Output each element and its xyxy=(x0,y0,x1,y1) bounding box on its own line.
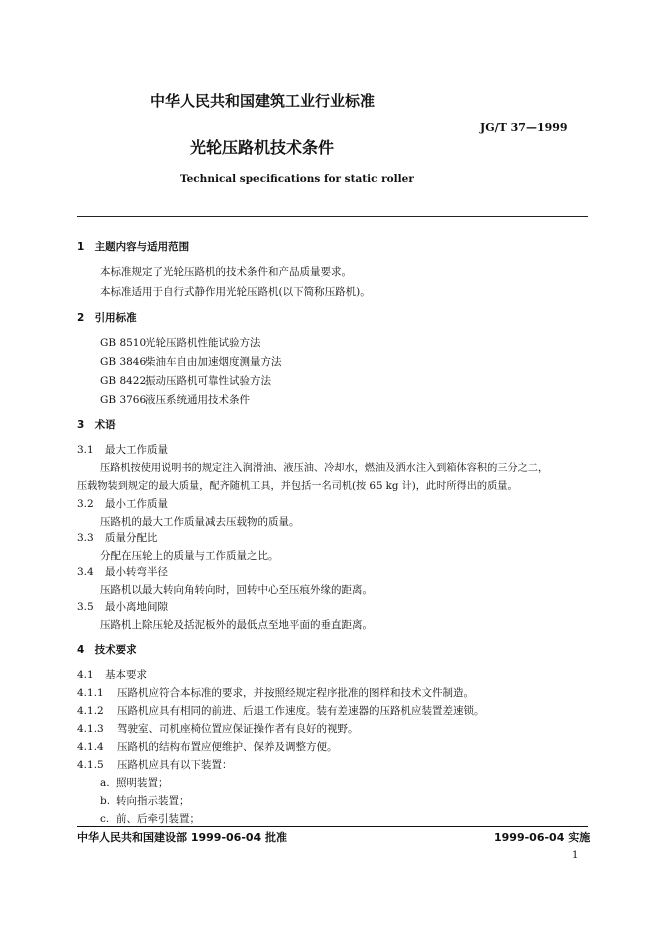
term-title: 最小工作质量 xyxy=(105,498,168,510)
term-heading xyxy=(77,533,158,544)
clause-text: 压路机应符合本标准的要求，并按照经规定程序批准的图样和技术文件制造。 xyxy=(117,687,474,699)
document-title: 光轮压路机技术条件 xyxy=(190,138,335,157)
clause-number: 4.1.4 xyxy=(77,741,104,753)
term-number: 3.3 xyxy=(77,532,94,544)
term-definition: 压路机以最大转向角转向时，回转中心至压痕外缘的距离。 xyxy=(100,584,373,596)
page-number: 1 xyxy=(572,850,579,861)
term-heading xyxy=(77,602,168,613)
reference-code: GB 3766 xyxy=(100,394,147,406)
paragraph: 本标准规定了光轮压路机的技术条件和产品质量要求。 xyxy=(100,266,352,278)
sublist-text: 前、后牵引装置； xyxy=(116,813,200,825)
section-1-heading xyxy=(77,242,189,253)
term-number: 3.1 xyxy=(77,444,94,456)
document-title-english: Technical specifications for static roller xyxy=(180,173,414,185)
section-number: 2 xyxy=(77,312,85,324)
section-4-heading xyxy=(77,645,137,656)
term-title: 最小转弯半径 xyxy=(105,566,168,578)
term-number: 3.5 xyxy=(77,601,94,613)
clause xyxy=(77,706,485,717)
clause xyxy=(77,760,233,771)
term-title: 质量分配比 xyxy=(105,532,158,544)
reference-item xyxy=(100,338,261,349)
reference-code: GB 3846 xyxy=(100,356,147,368)
term-number: 3.4 xyxy=(77,566,94,578)
sublist-item xyxy=(100,814,200,825)
term-heading xyxy=(77,499,168,510)
paragraph: 本标准适用于自行式静作用光轮压路机(以下简称压路机)。 xyxy=(100,286,371,298)
clause-number: 4.1.2 xyxy=(77,705,104,717)
clause xyxy=(77,742,338,753)
subsection-heading xyxy=(77,670,147,681)
section-title: 技术要求 xyxy=(94,644,137,656)
clause-text: 驾驶室、司机座椅位置应保证操作者有良好的视野。 xyxy=(117,723,359,735)
reference-item xyxy=(100,376,271,387)
term-definition: 压路机的最大工作质量减去压载物的质量。 xyxy=(100,516,300,528)
term-heading xyxy=(77,567,168,578)
sublist-letter: a. xyxy=(100,777,110,789)
term-definition: 压载物装到规定的最大质量，配齐随机工具，并包括一名司机(按 65 kg 计)，此时所得出的质量。 xyxy=(77,481,518,492)
section-3-heading xyxy=(77,420,116,431)
reference-name: 光轮压路机性能试验方法 xyxy=(145,337,261,349)
sublist-item xyxy=(100,778,169,789)
standard-code: JG/T 37—1999 xyxy=(480,121,568,134)
section-title: 术语 xyxy=(94,419,116,431)
section-title: 引用标准 xyxy=(94,312,137,324)
footer-rule xyxy=(77,826,588,827)
implementation-date: 1999-06-04 实施 xyxy=(494,831,591,844)
section-2-heading xyxy=(77,313,137,324)
reference-name: 液压系统通用技术条件 xyxy=(145,394,250,406)
reference-name: 振动压路机可靠性试验方法 xyxy=(145,375,271,387)
reference-item xyxy=(100,357,282,368)
sublist-text: 照明装置； xyxy=(116,777,169,789)
reference-item xyxy=(100,395,250,406)
issuing-organization: 中华人民共和国建筑工业行业标准 xyxy=(150,92,376,110)
term-title: 最大工作质量 xyxy=(105,444,168,456)
subsection-number: 4.1 xyxy=(77,669,94,681)
section-number: 4 xyxy=(77,644,85,656)
term-definition: 压路机按使用说明书的规定注入润滑油、液压油、冷却水，燃油及洒水注入到箱体容积的三分之二， xyxy=(100,463,549,474)
clause-text: 压路机应具有相同的前进、后退工作速度。装有差速器的压路机应装置差速锁。 xyxy=(117,705,485,717)
clause xyxy=(77,688,474,699)
clause-text: 压路机的结构布置应便维护、保养及调整方便。 xyxy=(117,741,338,753)
approval-line: 中华人民共和国建设部 1999-06-04 批准 xyxy=(77,831,288,844)
reference-name: 柴油车自由加速烟度测量方法 xyxy=(145,356,282,368)
term-definition: 分配在压轮上的质量与工作质量之比。 xyxy=(100,550,279,562)
section-title: 主题内容与适用范围 xyxy=(94,241,190,253)
header-rule xyxy=(77,216,588,217)
section-number: 1 xyxy=(77,241,85,253)
clause-text: 压路机应具有以下装置： xyxy=(117,759,233,771)
term-heading xyxy=(77,445,168,456)
clause-number: 4.1.3 xyxy=(77,723,104,735)
sublist-text: 转向指示装置； xyxy=(116,795,190,807)
reference-code: GB 8510 xyxy=(100,337,147,349)
subsection-title: 基本要求 xyxy=(105,669,147,681)
clause-number: 4.1.1 xyxy=(77,687,104,699)
clause xyxy=(77,724,359,735)
section-number: 3 xyxy=(77,419,85,431)
term-title: 最小离地间隙 xyxy=(105,601,168,613)
reference-code: GB 8422 xyxy=(100,375,147,387)
sublist-letter: c. xyxy=(100,813,110,825)
sublist-item xyxy=(100,796,190,807)
term-number: 3.2 xyxy=(77,498,94,510)
term-definition: 压路机上除压轮及括泥板外的最低点至地平面的垂直距离。 xyxy=(100,619,373,631)
clause-number: 4.1.5 xyxy=(77,759,104,771)
sublist-letter: b. xyxy=(100,795,111,807)
